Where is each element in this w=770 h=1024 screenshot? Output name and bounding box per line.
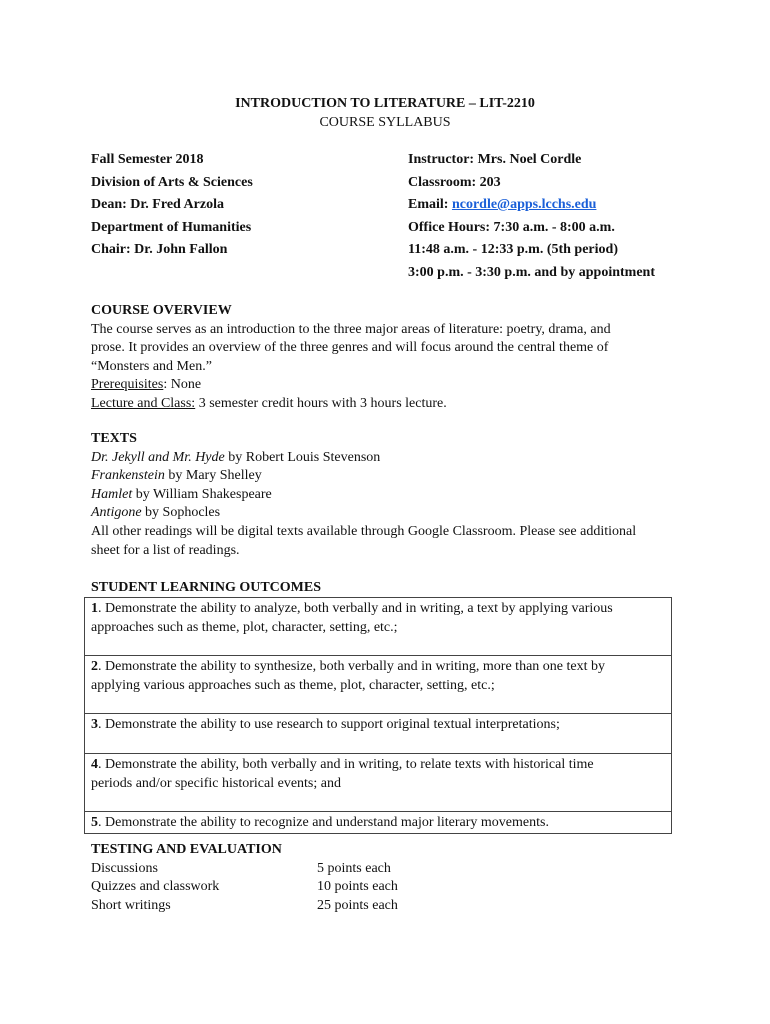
grade-item: Discussions xyxy=(91,860,158,876)
lecture-value: 3 semester credit hours with 3 hours lecture. xyxy=(195,395,447,411)
semester: Fall Semester 2018 xyxy=(91,152,204,167)
prereq-value: : None xyxy=(163,377,202,393)
testing-heading: TESTING AND EVALUATION xyxy=(91,842,282,857)
grade-item: Short writings xyxy=(91,897,171,913)
course-subtitle: COURSE SYLLABUS xyxy=(319,115,451,130)
book-item xyxy=(91,449,691,468)
outcome-line-2: applying various approaches such as theme, plot, character, setting, etc.; xyxy=(91,678,495,693)
outcomes-table xyxy=(84,597,672,834)
email-link[interactable]: ncordle@apps.lcchs.edu xyxy=(451,197,597,212)
outcome-row xyxy=(85,753,671,811)
outcome-line xyxy=(91,813,665,832)
book-title: Antigone xyxy=(91,505,142,521)
outcomes-heading-wrap xyxy=(91,579,691,598)
email-row xyxy=(408,194,655,217)
grade-row xyxy=(91,878,591,897)
overview-line-2: prose. It provides an overview of the three genres and will focus around the central theme of xyxy=(91,340,609,356)
book-title: Frankenstein xyxy=(91,468,165,484)
grade-points: 25 points each xyxy=(317,897,398,913)
grade-row xyxy=(91,897,591,916)
texts-heading: TEXTS xyxy=(91,431,137,446)
outcome-line-2: approaches such as theme, plot, character, setting, etc.; xyxy=(91,620,398,635)
book-item xyxy=(91,504,691,523)
prereq-label: Prerequisites xyxy=(91,377,164,393)
outcome-row xyxy=(85,655,671,713)
grade-row xyxy=(91,860,591,879)
book-title: Dr. Jekyll and Mr. Hyde xyxy=(91,449,225,465)
book-title: Hamlet xyxy=(91,486,133,502)
chair: Chair: Dr. John Fallon xyxy=(91,242,228,257)
lecture-label: Lecture and Class: xyxy=(91,395,196,411)
grade-item: Quizzes and classwork xyxy=(91,879,220,895)
outcome-line xyxy=(91,599,665,618)
outcome-number: 2 xyxy=(91,659,98,674)
book-author: by Mary Shelley xyxy=(164,468,262,484)
classroom: Classroom: 203 xyxy=(408,174,501,190)
outcome-line-2: periods and/or specific historical events; and xyxy=(91,776,341,791)
lecture xyxy=(91,395,691,414)
texts-note-1: All other readings will be digital texts available through Google Classroom. Please see additional xyxy=(91,523,637,539)
instructor-info xyxy=(408,149,655,284)
outcome-number: 4 xyxy=(91,757,98,772)
outcome-line xyxy=(91,755,665,774)
course-overview xyxy=(91,302,691,414)
book-item xyxy=(91,486,691,505)
office-hours-3: 3:00 p.m. - 3:30 p.m. and by appointment xyxy=(408,264,655,280)
outcome-number: 1 xyxy=(91,601,98,616)
course-info-left xyxy=(91,149,253,262)
book-author: by Robert Louis Stevenson xyxy=(224,449,381,465)
dean: Dean: Dr. Fred Arzola xyxy=(91,197,224,212)
book-author: by Sophocles xyxy=(141,505,221,521)
grade-points: 10 points each xyxy=(317,879,398,895)
outcome-text: . Demonstrate the ability, both verbally and in writing, to relate texts with historical time xyxy=(98,757,594,772)
outcome-row xyxy=(85,713,671,753)
office-hours-2: 11:48 a.m. - 12:33 p.m. (5th period) xyxy=(408,242,618,257)
office-hours-1: Office Hours: 7:30 a.m. - 8:00 a.m. xyxy=(408,219,615,235)
outcome-row xyxy=(85,811,671,833)
outcome-row xyxy=(85,598,671,655)
outcome-number: 3 xyxy=(91,717,98,732)
outcome-text: . Demonstrate the ability to synthesize, both verbally and in writing, more than one text by xyxy=(98,659,605,674)
outcome-line xyxy=(91,657,665,676)
department: Department of Humanities xyxy=(91,219,252,235)
overview-line-3: “Monsters and Men.” xyxy=(91,358,212,374)
course-title: INTRODUCTION TO LITERATURE – LIT-2210 xyxy=(235,96,535,111)
email-label: Email: xyxy=(408,197,452,212)
outcome-number: 5 xyxy=(91,815,98,830)
outcome-text: . Demonstrate the ability to recognize and understand major literary movements. xyxy=(98,815,549,830)
texts-section xyxy=(91,430,691,560)
testing-evaluation xyxy=(91,841,591,915)
outcomes-heading: STUDENT LEARNING OUTCOMES xyxy=(91,580,322,595)
division: Division of Arts & Sciences xyxy=(91,174,253,190)
book-author: by William Shakespeare xyxy=(132,486,272,502)
grade-points: 5 points each xyxy=(317,860,391,876)
instructor: Instructor: Mrs. Noel Cordle xyxy=(408,152,582,167)
outcome-text: . Demonstrate the ability to analyze, both verbally and in writing, a text by applying various xyxy=(98,601,613,616)
book-item xyxy=(91,467,691,486)
texts-note-2: sheet for a list of readings. xyxy=(91,542,240,558)
outcome-text: . Demonstrate the ability to use research to support original textual interpretations; xyxy=(98,717,560,732)
title-block xyxy=(0,94,770,132)
overview-line-1: The course serves as an introduction to the three major areas of literature: poetry, drama, and xyxy=(91,321,611,337)
outcome-line xyxy=(91,715,665,734)
prerequisites xyxy=(91,376,691,395)
overview-heading: COURSE OVERVIEW xyxy=(91,303,232,318)
